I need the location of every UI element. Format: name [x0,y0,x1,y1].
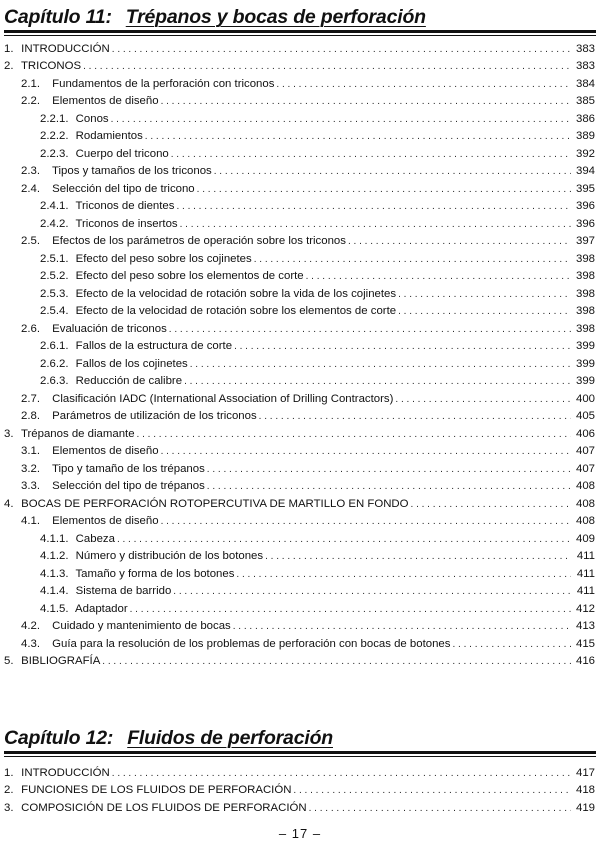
toc-entry-number: 4.1.5. [40,602,69,615]
toc-entry-number: 2.5.1. [40,252,69,265]
toc-entry-label [40,550,263,563]
toc-entry [0,458,600,476]
toc-entry [0,493,600,511]
toc-entry-text: Cabeza [75,532,115,545]
toc-entry-text: FUNCIONES DE LOS FLUIDOS DE PERFORACIÓN [21,784,292,796]
dot-leader [234,340,571,353]
toc-entry-label [4,767,110,780]
toc-entry-number: 2.5. [21,235,40,247]
toc-entry [0,283,600,301]
toc-entry-page: 418 [575,784,595,796]
chapter-12-name: Fluidos de perforación [127,727,333,749]
toc-entry-text: Fundamentos de la perforación con triconos [52,77,275,90]
toc-entry-page: 407 [575,462,595,475]
dot-leader [130,603,571,616]
toc-entry-text: Efectos de los parámetros de operación sobre los triconos [52,235,346,247]
toc-entry-label [40,200,174,213]
toc-entry-label [21,165,212,178]
toc-entry-page: 396 [575,200,595,212]
toc-entry [0,56,600,74]
toc-entry-label [21,323,167,336]
toc-entry-text: Selección del tipo de trépanos [52,480,205,492]
dot-leader [197,183,571,196]
toc-entry-page: 411 [576,585,595,597]
toc-entry-number: 3.2. [21,462,40,475]
toc-entry-page: 383 [575,60,595,72]
toc-entry-page: 400 [575,392,595,405]
toc-entry [0,266,600,284]
toc-entry [0,108,600,126]
toc-entry-text: Cuerpo del tricono [75,147,169,160]
toc-entry [0,126,600,144]
chapter-11-name: Trépanos y bocas de perforación [125,6,426,28]
toc-entry-number: 2.5.4. [40,305,69,317]
toc-entry-number: 5. [4,655,14,667]
toc-entry-number: 4.2. [21,620,40,632]
toc-entry-page: 398 [575,322,595,335]
toc-entry-label [21,183,195,196]
toc-entry-label [21,638,450,651]
toc-entry-label [4,43,110,56]
page-number: – 17 – [278,826,322,841]
toc-entry-label [40,288,396,301]
toc-entry-page: 411 [576,567,595,580]
toc-entry-label [21,235,346,248]
toc-entry-label [21,480,205,493]
toc-entry-page: 417 [575,766,595,779]
dot-leader [398,288,571,301]
dot-leader [276,78,571,91]
toc-entry-label [4,60,81,73]
toc-entry-page: 411 [576,550,595,562]
toc-entry [0,353,600,371]
toc-entry-page: 398 [575,270,595,282]
toc-entry-text: Número y distribución de los botones [75,550,264,562]
toc-entry-page: 399 [575,375,595,387]
toc-entry [0,563,600,581]
toc-entry-page: 398 [575,287,595,300]
dot-leader [309,802,571,815]
toc-entry-page: 408 [575,515,595,527]
toc-entry-label [4,784,291,797]
toc-entry-text: Trépanos de diamante [20,427,135,440]
chapter-12-title [4,727,333,750]
toc-entry-page: 389 [575,130,595,142]
toc-entry-number: 2.4. [21,182,40,195]
toc-entry-page: 405 [575,410,595,422]
toc-entry-text: Rodamientos [75,130,143,142]
toc-entry [0,511,600,529]
dot-leader [117,533,571,546]
toc-entry-page: 399 [575,357,595,370]
dot-leader [259,410,571,423]
toc-entry-label [40,218,178,231]
toc-entry-page: 398 [575,252,595,265]
toc-entry-text: INTRODUCCIÓN [21,42,110,55]
toc-entry-page: 416 [575,655,595,667]
toc-entry [0,616,600,634]
toc-entry-number: 2.1. [21,77,40,90]
toc-entry-label [21,463,205,476]
toc-entry-text: Guía para la resolución de los problemas de perforación con bocas de botones [52,637,451,650]
toc-entry [0,476,600,494]
toc-entry-number: 2.3. [21,165,40,177]
toc-entry-number: 2.6.1. [40,340,69,352]
dot-leader [184,375,571,388]
dot-leader [265,550,571,563]
toc-entry-page: 395 [575,182,595,195]
toc-entry [0,248,600,266]
toc-entry-text: BOCAS DE PERFORACIÓN ROTOPERCUTIVA DE MARTILLO EN FONDO [21,497,409,510]
toc-entry [0,178,600,196]
toc-entry-label [21,410,257,423]
toc-entry-text: INTRODUCCIÓN [21,766,110,779]
dot-leader [111,113,571,126]
toc-entry [0,73,600,91]
toc-entry [0,388,600,406]
toc-entry-number: 2.2.2. [40,130,69,142]
toc-entry-text: Efecto de la velocidad de rotación sobre los elementos de corte [75,305,397,317]
toc-entry-number: 4.1.1. [40,532,69,545]
toc-entry [0,371,600,389]
toc-entry-text: Fallos de los cojinetes [75,357,188,370]
chapter-12-rule [4,751,596,757]
toc-entry-number: 2.5.2. [40,270,69,282]
toc-entry [0,797,600,815]
dot-leader [161,95,571,108]
toc-entry-label [40,148,169,161]
toc-entry-page: 415 [575,637,595,650]
toc-entry-text: Tipo y tamaño de los trépanos [51,462,205,475]
toc-entry-number: 2.2.1. [40,112,69,125]
toc-entry-page: 384 [575,77,595,90]
dot-leader [102,655,571,668]
dot-leader [190,358,571,371]
toc-entry [0,91,600,109]
toc-entry-label [4,655,100,668]
toc-entry-number: 4.3. [21,637,40,650]
dot-leader [83,60,571,73]
toc-entry [0,301,600,319]
toc-entry [0,38,600,56]
toc-entry-number: 2.5.3. [40,287,69,300]
toc-entry-page: 407 [575,445,595,457]
toc-entry-label [40,113,109,126]
toc-entry-number: 4.1.3. [40,567,69,580]
toc-entry-number: 4. [4,497,14,510]
dot-leader [137,428,571,441]
toc-entry-text: Tamaño y forma de los botones [75,567,235,580]
dot-leader [173,585,571,598]
toc-entry-page: 412 [575,602,595,615]
toc-entry-label [40,603,128,616]
toc-entry-text: Elementos de diseño [52,515,159,527]
toc-entry-number: 2.6.2. [40,357,69,370]
dot-leader [214,165,571,178]
toc-entry-number: 2. [4,784,14,796]
toc-entry-text: Triconos de insertos [75,217,178,230]
toc-entry-page: 399 [575,340,595,352]
chapter-12-toc [0,762,600,815]
toc-entry-number: 2. [4,60,14,72]
toc-entry-label [40,585,171,598]
dot-leader [293,784,571,797]
toc-entry-label [40,270,304,283]
toc-entry-page: 385 [575,95,595,107]
toc-entry-text: Reducción de calibre [75,375,183,387]
toc-entry [0,161,600,179]
toc-entry-label [40,253,252,266]
toc-entry-text: Efecto del peso sobre los cojinetes [75,252,252,265]
toc-entry-number: 3. [4,427,14,440]
toc-entry-text: Triconos de dientes [75,200,175,212]
dot-leader [180,218,571,231]
dot-leader [171,148,571,161]
toc-entry-label [40,375,182,388]
chapter-11-title [4,6,426,29]
toc-entry [0,196,600,214]
dot-leader [145,130,571,143]
toc-entry-text: Parámetros de utilización de los triconos [52,410,257,422]
toc-entry [0,762,600,780]
dot-leader [395,393,571,406]
dot-leader [176,200,571,213]
toc-entry-page: 419 [575,801,595,814]
toc-entry-number: 2.4.1. [40,200,69,212]
toc-entry-text: Selección del tipo de tricono [52,182,195,195]
toc-entry-number: 4.1.2. [40,550,69,562]
toc-entry-text: Cuidado y mantenimiento de bocas [52,620,231,632]
toc-entry-page: 383 [575,42,595,55]
toc-entry-label [21,95,159,108]
toc-entry-page: 386 [575,112,595,125]
toc-entry-number: 1. [4,42,14,55]
toc-entry [0,318,600,336]
dot-leader [348,235,571,248]
dot-leader [398,305,571,318]
toc-entry-label [21,78,274,91]
chapter-11-toc [0,38,600,668]
toc-entry-number: 2.6.3. [40,375,69,387]
toc-entry-number: 2.7. [21,392,40,405]
dot-leader [236,568,571,581]
toc-entry-page: 397 [575,235,595,247]
toc-entry-number: 1. [4,766,14,779]
toc-entry-text: Efecto del peso sobre los elementos de corte [75,270,304,282]
toc-entry-text: Evaluación de triconos [52,322,167,335]
dot-leader [112,767,571,780]
toc-entry-page: 413 [575,620,595,632]
toc-entry [0,213,600,231]
toc-entry [0,143,600,161]
chapter-12-number: Capítulo 12: [4,727,114,749]
toc-entry-text: BIBLIOGRAFÍA [21,655,101,667]
toc-entry-label [40,533,115,546]
toc-entry-text: Fallos de la estructura de corte [75,340,233,352]
toc-entry-number: 3.1. [21,445,40,457]
toc-entry-label [40,358,188,371]
dot-leader [207,463,571,476]
dot-leader [411,498,571,511]
toc-entry [0,406,600,424]
dot-leader [207,480,571,493]
toc-entry-number: 2.2. [21,95,40,107]
toc-entry-text: Tipos y tamaños de los triconos [51,165,212,177]
toc-entry-number: 2.8. [21,410,40,422]
toc-entry-text: Elementos de diseño [52,95,159,107]
dot-leader [169,323,571,336]
toc-entry-number: 2.4.2. [40,217,69,230]
toc-entry-text: TRICONOS [20,60,82,72]
dot-leader [452,638,571,651]
toc-entry-page: 398 [575,305,595,317]
toc-entry [0,546,600,564]
toc-entry-label [21,515,159,528]
chapter-11-number: Capítulo 11: [4,6,112,28]
toc-entry [0,780,600,798]
toc-entry [0,528,600,546]
toc-entry-number: 3. [4,801,14,814]
toc-entry-page: 406 [575,427,595,440]
toc-entry-number: 4.1. [21,515,40,527]
toc-entry-text: Conos [75,112,109,125]
toc-entry [0,651,600,669]
toc-entry-text: Sistema de barrido [75,585,172,597]
toc-entry-text: Elementos de diseño [52,445,159,457]
dot-leader [233,620,571,633]
toc-entry-number: 4.1.4. [40,585,69,597]
toc-entry-label [40,130,143,143]
dot-leader [112,43,571,56]
toc-entry-label [40,568,234,581]
toc-entry-label [4,498,409,511]
toc-entry-label [40,305,396,318]
toc-entry-page: 394 [575,165,595,177]
toc-entry-page: 396 [575,217,595,230]
toc-entry [0,633,600,651]
toc-entry-label [21,620,231,633]
toc-entry-number: 2.6. [21,322,40,335]
toc-entry-text: COMPOSICIÓN DE LOS FLUIDOS DE PERFORACIÓN [21,801,307,814]
toc-entry-label [4,802,307,815]
toc-entry-page: 392 [575,147,595,160]
dot-leader [306,270,571,283]
toc-entry-page: 408 [575,497,595,510]
toc-entry [0,441,600,459]
toc-entry-page: 408 [575,480,595,492]
toc-entry-page: 409 [575,532,595,545]
toc-entry [0,598,600,616]
toc-entry-number: 2.2.3. [40,147,69,160]
toc-entry-text: Clasificación IADC (International Association of Drilling Contractors) [52,392,394,405]
chapter-11-rule [4,30,596,36]
toc-entry [0,231,600,249]
dot-leader [161,515,571,528]
toc-entry-label [40,340,232,353]
toc-entry-text: Efecto de la velocidad de rotación sobre la vida de los cojinetes [75,287,397,300]
toc-entry-number: 3.3. [21,480,40,492]
dot-leader [161,445,571,458]
toc-entry-label [21,445,159,458]
dot-leader [254,253,571,266]
toc-entry [0,581,600,599]
toc-entry-label [4,428,135,441]
toc-entry [0,423,600,441]
toc-entry-text: Adaptador [75,602,128,615]
toc-entry [0,336,600,354]
toc-entry-label [21,393,393,406]
